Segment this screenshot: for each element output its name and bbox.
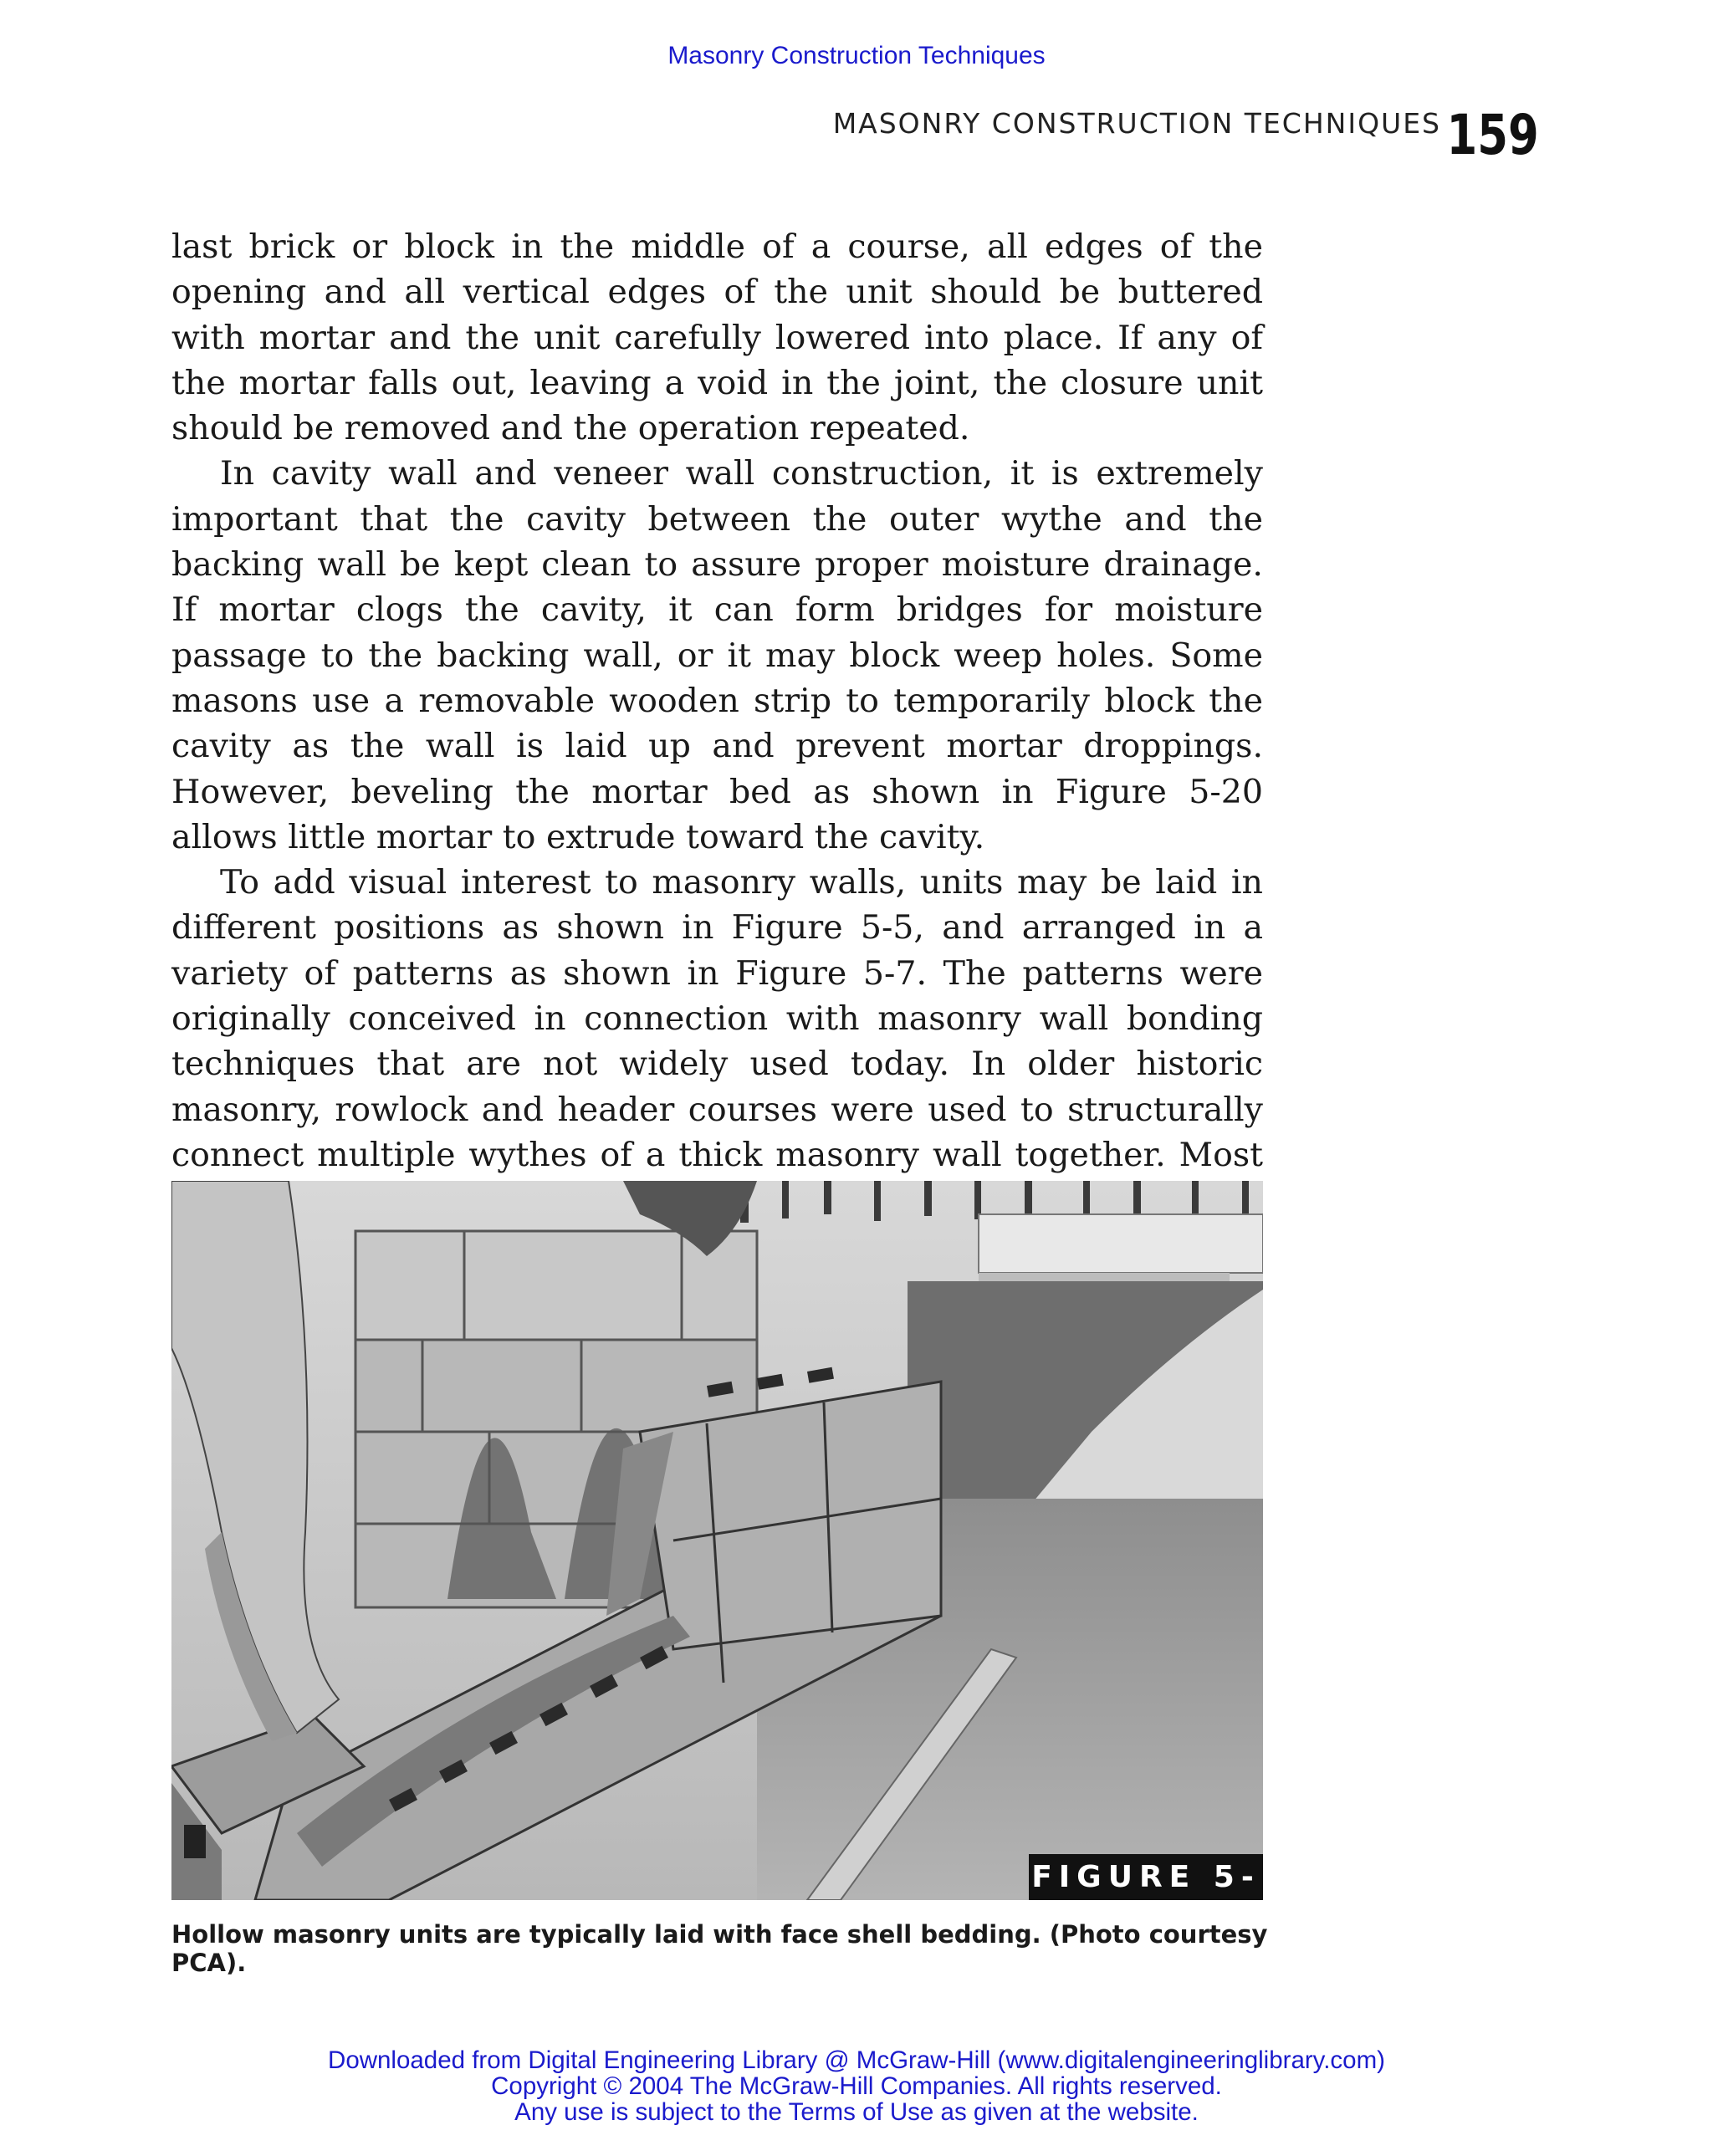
figure-label: FIGURE 5- bbox=[1029, 1854, 1263, 1900]
figure-photo bbox=[171, 1181, 1263, 1900]
footer-copyright: Copyright © 2004 The McGraw-Hill Companies. All rights reserved. bbox=[491, 2072, 1222, 2100]
footer bbox=[0, 2047, 1713, 2125]
footer-terms[interactable]: Any use is subject to the Terms of Use as given at the website. bbox=[514, 2098, 1199, 2126]
body-text bbox=[171, 224, 1263, 1224]
top-link[interactable]: Masonry Construction Techniques bbox=[667, 42, 1046, 69]
masonry-wall-photo bbox=[171, 1181, 1263, 1900]
running-head: MASONRY CONSTRUCTION TECHNIQUES bbox=[832, 107, 1441, 140]
page-number: 159 bbox=[1446, 103, 1539, 167]
paragraph: last brick or block in the middle of a course, all edges of the opening and all vertical edges of the unit should be buttered with mortar and the unit carefully lowered into place. If any of the mortar falls out, leaving a void in the joint, the closure unit should be removed and the operation repeated. bbox=[171, 227, 1263, 448]
paragraph: In cavity wall and veneer wall construction, it is extremely important that the cavity between the outer wythe and the backing wall be kept clean to assure proper moisture drainage. If mortar clogs the cavity, it can form bridges for moisture passage to the backing wall, or it may block weep holes. Some masons use a removable wooden strip to temporarily block the cavity as the wall is laid up and prevent mortar droppings. However, beveling the mortar bed as shown in Figure 5-20 allows little mortar to extrude toward the cavity. bbox=[171, 454, 1263, 856]
figure-caption: Hollow masonry units are typically laid with face shell bedding. (Photo courtesy PCA). bbox=[171, 1920, 1268, 1977]
paragraph: To add visual interest to masonry walls, units may be laid in different positions as shown in Figure 5-5, and arranged in a variety of patterns as shown in Figure 5-7. The patterns were originally conceived in connection with masonry wall bonding techniques that are not widely used today. In older historic masonry, rowlock and header courses were used to structurally connect multiple wythes of a thick masonry wall together. Most bbox=[171, 863, 1263, 1174]
footer-download-link[interactable]: Downloaded from Digital Engineering Library @ McGraw-Hill (www.digitalengineeringlibrary.com) bbox=[328, 2046, 1385, 2074]
